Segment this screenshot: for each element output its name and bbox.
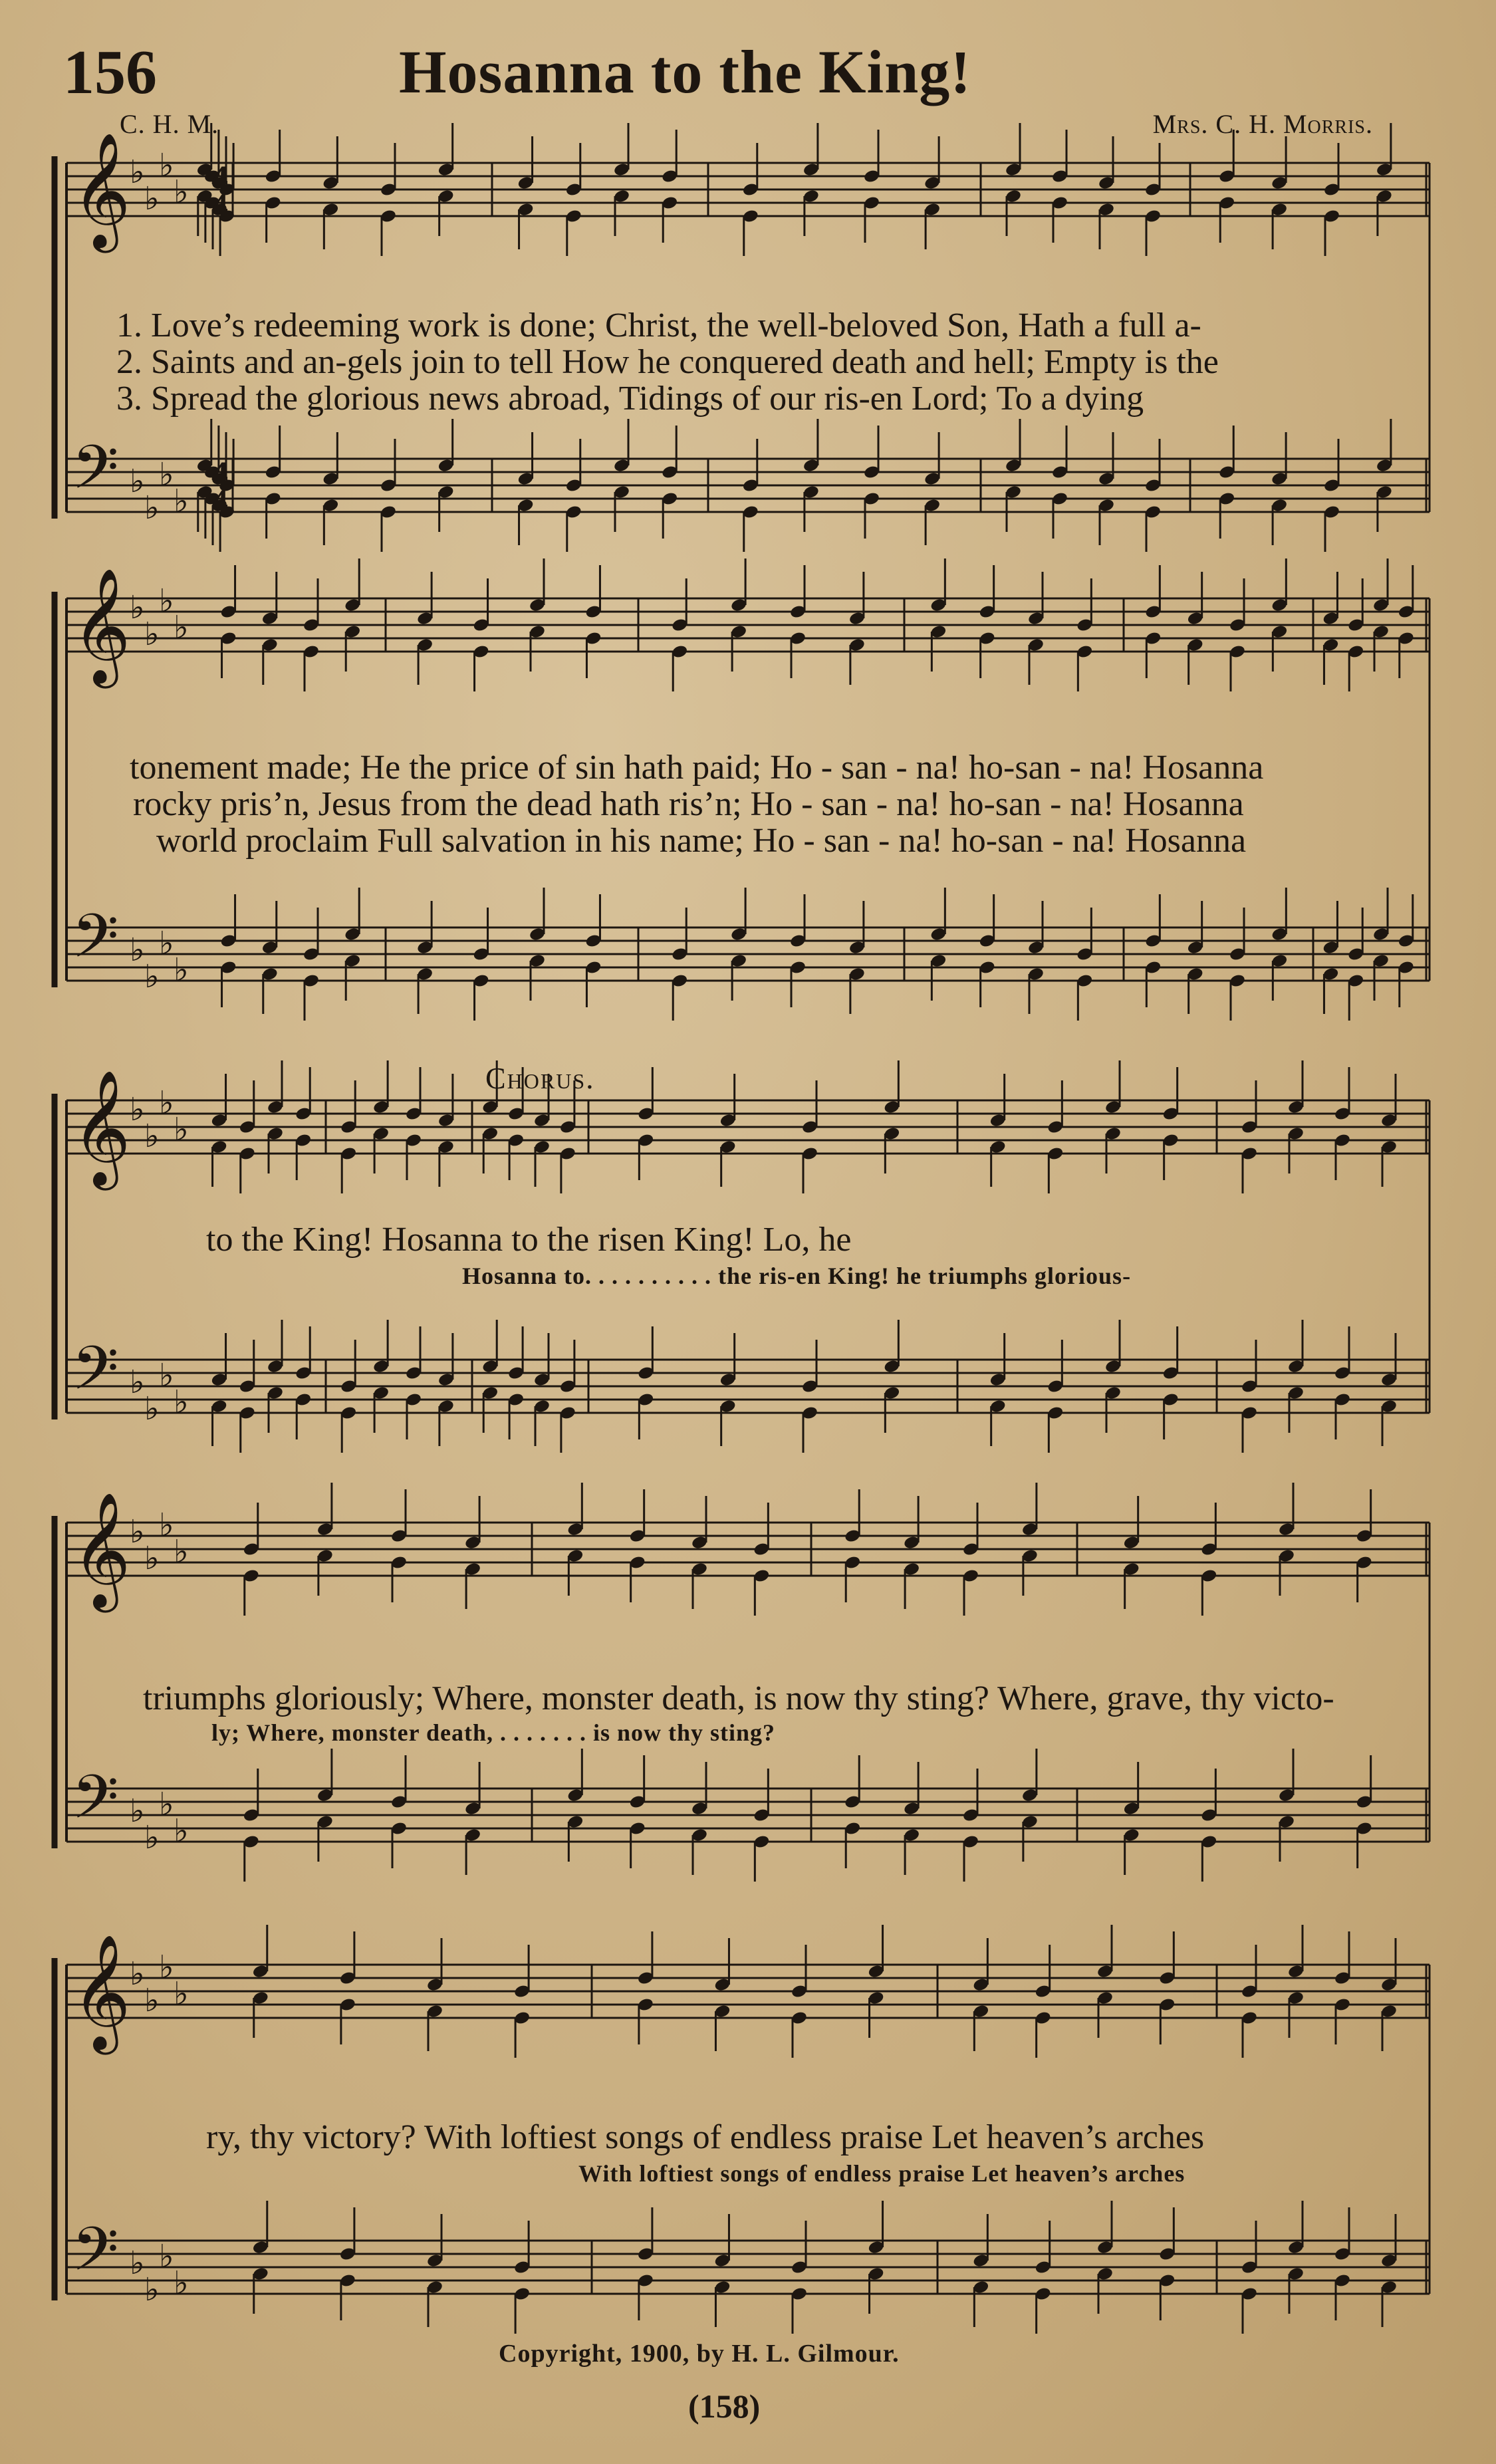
flat-icon: ♭ xyxy=(159,1084,174,1122)
treble-clef-icon: 𝄞 xyxy=(72,568,131,683)
treble-clef-icon: 𝄞 xyxy=(72,1934,131,2050)
verse-3-line-2: world proclaim Full salvation in his name; Ho - san - na! ho-san - na! Hosanna xyxy=(156,822,1247,860)
flat-icon: ♭ xyxy=(159,925,174,962)
flat-icon: ♭ xyxy=(130,463,145,500)
verse-1-line-2: tonement made; He the price of sin hath paid; Ho - san - na! ho-san - na! Hosanna xyxy=(130,749,1264,787)
flat-icon: ♭ xyxy=(144,2271,160,2308)
flat-icon: ♭ xyxy=(174,1975,189,2013)
flat-icon: ♭ xyxy=(159,582,174,620)
verse-3-line-1: 3. Spread the glorious news abroad, Tidings of our ris-en Lord; To a dying xyxy=(116,380,1144,418)
flat-icon: ♭ xyxy=(144,1540,160,1577)
treble-time-signature-top: 4 xyxy=(211,158,228,195)
flat-icon: ♭ xyxy=(144,616,160,653)
lyricist-credit: C. H. M. xyxy=(120,109,219,139)
flat-icon: ♭ xyxy=(130,1513,145,1550)
chorus-line-1-bass-text: Hosanna to. . . . . . . . . . the ris-en King! he triumphs glorious- xyxy=(462,1263,1132,1289)
bass-clef-icon: 𝄢 xyxy=(72,2214,119,2299)
flat-icon: ♭ xyxy=(144,1982,160,2019)
flat-icon: ♭ xyxy=(174,2265,189,2302)
page-number: (158) xyxy=(688,2388,761,2425)
hymn-number: 156 xyxy=(63,38,157,107)
flat-icon: ♭ xyxy=(144,180,160,217)
flat-icon: ♭ xyxy=(174,483,189,520)
composer-credit: Mrs. C. H. Morris. xyxy=(1152,109,1373,139)
flat-icon: ♭ xyxy=(144,489,160,527)
treble-clef-icon: 𝄞 xyxy=(72,1070,131,1185)
flat-icon: ♭ xyxy=(159,1786,174,1823)
flat-icon: ♭ xyxy=(174,1384,189,1421)
chorus-line-3-text: ry, thy victory? With loftiest songs of endless praise Let heaven’s arches xyxy=(206,2118,1205,2156)
flat-icon: ♭ xyxy=(144,958,160,995)
hymn-title: Hosanna to the King! xyxy=(399,38,971,106)
flat-icon: ♭ xyxy=(159,2238,174,2275)
bass-clef-icon: 𝄢 xyxy=(72,901,119,986)
flat-icon: ♭ xyxy=(144,1390,160,1427)
verse-1-line-1: 1. Love’s redeeming work is done; Christ, the well-beloved Son, Hath a full a- xyxy=(116,307,1201,344)
flat-icon: ♭ xyxy=(174,951,189,989)
flat-icon: ♭ xyxy=(130,2245,145,2282)
treble-clef-icon: 𝄞 xyxy=(72,1492,131,1608)
flat-icon: ♭ xyxy=(159,456,174,493)
verse-2-line-2: rocky pris’n, Jesus from the dead hath ris’n; Ho - san - na! ho-san - na! Hosanna xyxy=(133,785,1244,823)
flat-icon: ♭ xyxy=(130,1091,145,1128)
bass-time-signature-top: 4 xyxy=(211,454,228,491)
treble-clef-icon: 𝄞 xyxy=(72,132,131,248)
flat-icon: ♭ xyxy=(174,174,189,211)
copyright-notice: Copyright, 1900, by H. L. Gilmour. xyxy=(499,2340,900,2368)
flat-icon: ♭ xyxy=(130,589,145,626)
chorus-line-2-bass-text: ly; Where, monster death, . . . . . . . is now thy sting? xyxy=(211,1719,776,1746)
chorus-line-2-text: triumphs gloriously; Where, monster death, is now thy sting? Where, grave, thy victo- xyxy=(143,1679,1334,1717)
verse-2-line-1: 2. Saints and an-gels join to tell How he conquered death and hell; Empty is the xyxy=(116,343,1219,381)
flat-icon: ♭ xyxy=(159,1949,174,1986)
chorus-line-3-bass-text: With loftiest songs of endless praise Let heaven’s arches xyxy=(578,2160,1185,2187)
flat-icon: ♭ xyxy=(174,1533,189,1570)
flat-icon: ♭ xyxy=(130,1364,145,1401)
flat-icon: ♭ xyxy=(130,1955,145,1993)
bass-clef-icon: 𝄢 xyxy=(72,1762,119,1847)
chorus-label: Chorus. xyxy=(485,1061,595,1095)
flat-icon: ♭ xyxy=(159,147,174,184)
flat-icon: ♭ xyxy=(174,1812,189,1850)
flat-icon: ♭ xyxy=(159,1507,174,1544)
flat-icon: ♭ xyxy=(144,1819,160,1856)
bass-clef-icon: 𝄢 xyxy=(72,432,119,517)
flat-icon: ♭ xyxy=(174,609,189,646)
bass-time-signature-bottom: 4 xyxy=(211,482,228,519)
bass-clef-icon: 𝄢 xyxy=(72,1333,119,1418)
flat-icon: ♭ xyxy=(130,931,145,969)
flat-icon: ♭ xyxy=(130,1792,145,1830)
flat-icon: ♭ xyxy=(174,1111,189,1148)
treble-time-signature-bottom: 4 xyxy=(211,186,228,223)
flat-icon: ♭ xyxy=(144,1118,160,1155)
chorus-line-1-text: to the King! Hosanna to the risen King! Lo, he xyxy=(206,1221,852,1259)
flat-icon: ♭ xyxy=(159,1357,174,1394)
flat-icon: ♭ xyxy=(130,154,145,191)
